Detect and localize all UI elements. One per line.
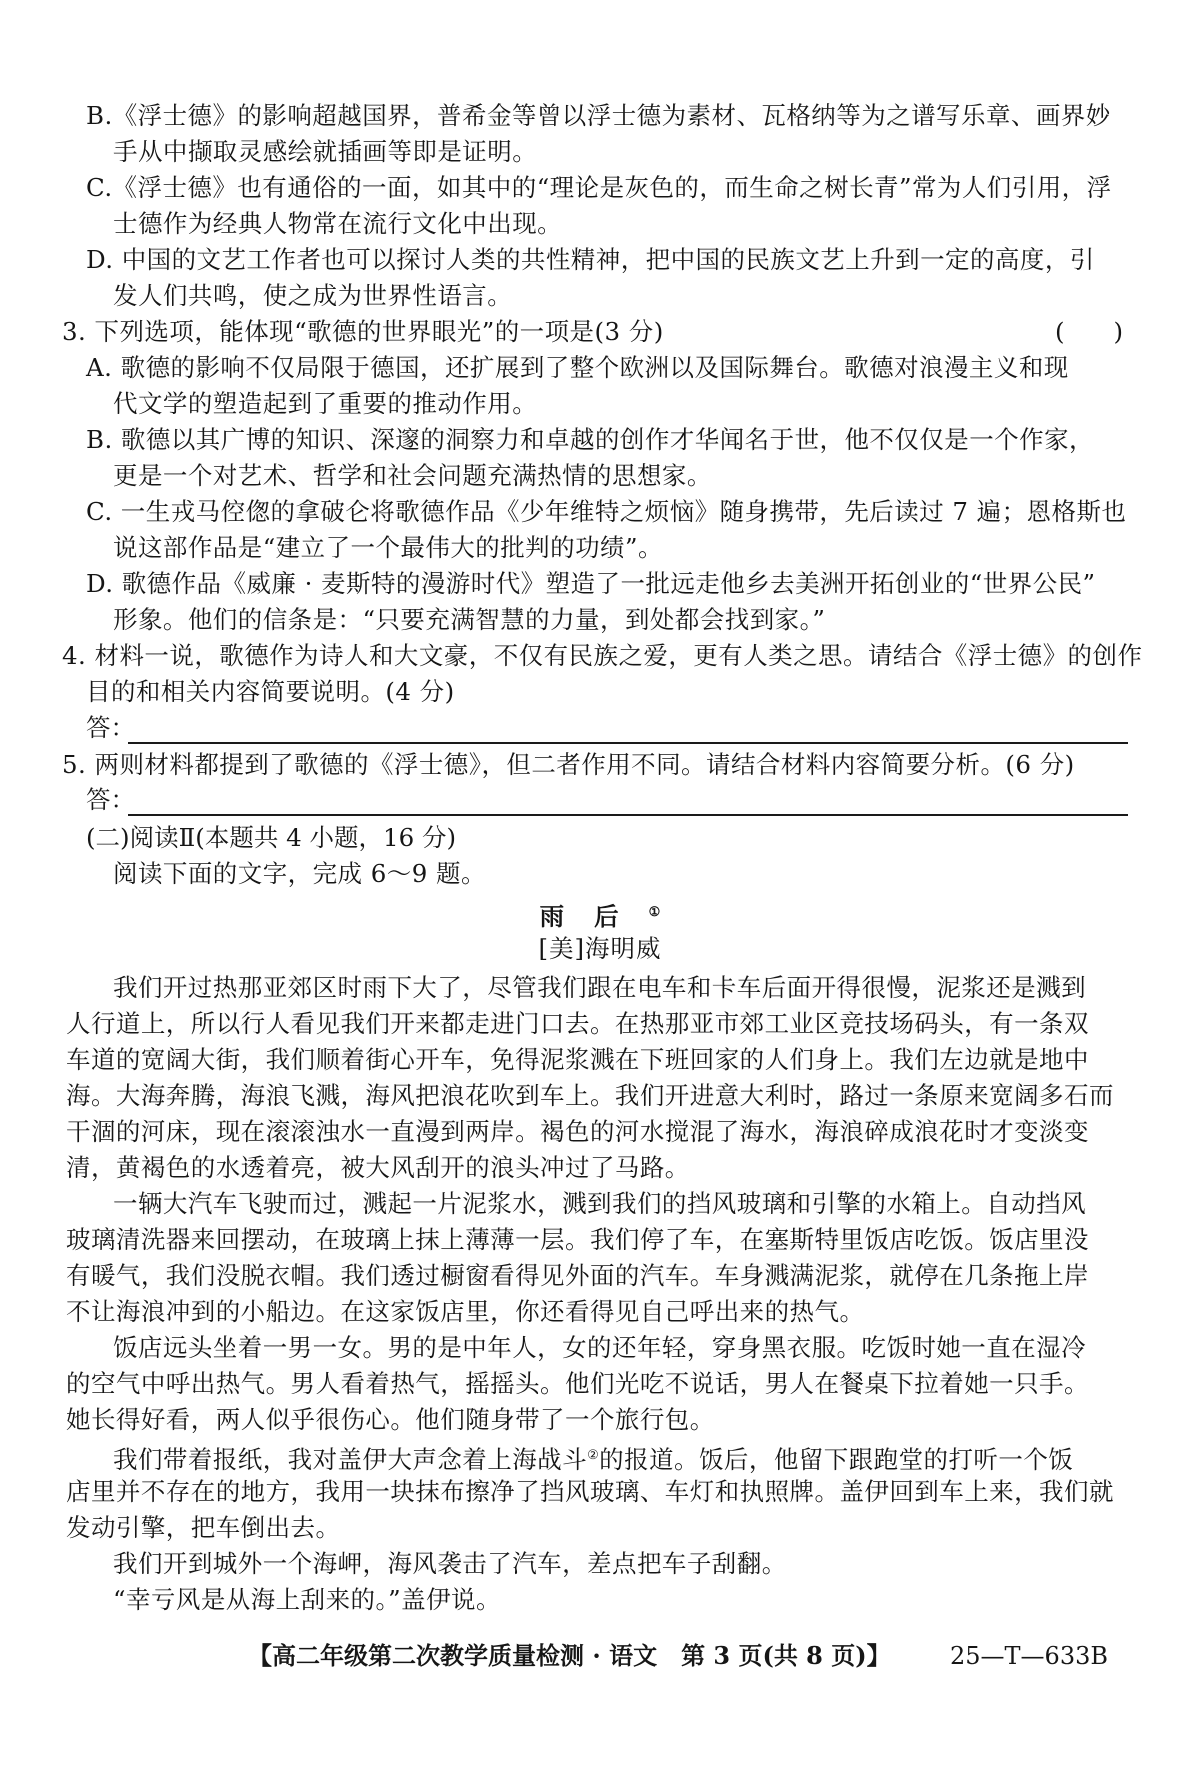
answer-line-q5[interactable] bbox=[128, 814, 1128, 816]
passage-title-text: 雨后 bbox=[539, 902, 649, 932]
option-b-line-2: 手从中撷取灵感绘就插画等即是证明。 bbox=[113, 137, 538, 166]
passage-line: 我们开到城外一个海岬，海风袭击了汽车，差点把车子刮翻。 bbox=[113, 1549, 787, 1578]
q3-option-a-line-1: A. 歌德的影响不仅局限于德国，还扩展到了整个欧洲以及国际舞台。歌德对浪漫主义和现 bbox=[86, 353, 1069, 382]
answer-label-q5: 答： bbox=[86, 785, 135, 814]
answer-label-q4: 答： bbox=[86, 713, 135, 742]
question-5: 5. 两则材料都提到了歌德的《浮士德》，但二者作用不同。请结合材料内容简要分析。(6 分) bbox=[62, 750, 1075, 779]
option-d-line-1: D. 中国的文艺工作者也可以探讨人类的共性精神，把中国的民族文艺上升到一定的高度，引 bbox=[86, 245, 1095, 274]
passage-line: 不让海浪冲到的小船边。在这家饭店里，你还看得见自己呼出来的热气。 bbox=[66, 1297, 865, 1326]
page-footer-code: 25—T—633B bbox=[950, 1642, 1108, 1670]
answer-bracket[interactable]: ( ) bbox=[1055, 317, 1124, 346]
section-2-instruction: 阅读下面的文字，完成 6～9 题。 bbox=[113, 859, 486, 888]
passage-title bbox=[0, 895, 1200, 935]
passage-line: 一辆大汽车飞驶而过，溅起一片泥浆水，溅到我们的挡风玻璃和引擎的水箱上。自动挡风 bbox=[113, 1189, 1087, 1218]
question-4-line-2: 目的和相关内容简要说明。(4 分) bbox=[86, 677, 455, 706]
section-2-heading: (二)阅读Ⅱ(本题共 4 小题，16 分) bbox=[86, 823, 457, 852]
passage-line-text: 的报道。饭后，他留下跟跑堂的打听一个饭 bbox=[599, 1445, 1074, 1475]
passage-author: [美]海明威 bbox=[538, 934, 662, 963]
option-c-line-1: C.《浮士德》也有通俗的一面，如其中的“理论是灰色的，而生命之树长青”常为人们引用，浮 bbox=[86, 173, 1112, 202]
passage-line: 干涸的河床，现在滚滚浊水一直漫到两岸。褐色的河水搅混了海水，海浪碎成浪花时才变淡变 bbox=[66, 1117, 1089, 1146]
passage-line: 有暖气，我们没脱衣帽。我们透过橱窗看得见外面的汽车。车身溅满泥浆，就停在几条拖上岸 bbox=[66, 1261, 1089, 1290]
passage-line: “幸亏风是从海上刮来的。”盖伊说。 bbox=[113, 1585, 501, 1614]
passage-line: 我们开过热那亚郊区时雨下大了，尽管我们跟在电车和卡车后面开得很慢，泥浆还是溅到 bbox=[113, 973, 1087, 1002]
q3-option-d-line-2: 形象。他们的信条是：“只要充满智慧的力量，到处都会找到家。” bbox=[113, 605, 826, 634]
passage-line: 车道的宽阔大街，我们顺着街心开车，免得泥浆溅在下班回家的人们身上。我们左边就是地中 bbox=[66, 1045, 1089, 1074]
passage-line: 玻璃清洗器来回摆动，在玻璃上抹上薄薄一层。我们停了车，在塞斯特里饭店吃饭。饭店里没 bbox=[66, 1225, 1089, 1254]
passage-line: 她长得好看，两人似乎很伤心。他们随身带了一个旅行包。 bbox=[66, 1405, 715, 1434]
passage-line bbox=[113, 1438, 1073, 1478]
q3-option-c-line-2: 说这部作品是“建立了一个最伟大的批判的功绩”。 bbox=[113, 533, 663, 562]
passage-line: 海。大海奔腾，海浪飞溅，海风把浪花吹到车上。我们开进意大利时，路过一条原来宽阔多石而 bbox=[66, 1081, 1114, 1110]
option-d-line-2: 发人们共鸣，使之成为世界性语言。 bbox=[113, 281, 513, 310]
answer-line-q4[interactable] bbox=[128, 742, 1128, 744]
passage-line: 店里并不存在的地方，我用一块抹布擦净了挡风玻璃、车灯和执照牌。盖伊回到车上来，我们就 bbox=[66, 1477, 1114, 1506]
question-3-stem: 3. 下列选项，能体现“歌德的世界眼光”的一项是(3 分) bbox=[62, 317, 664, 346]
passage-line-text: 我们带着报纸，我对盖伊大声念着上海战斗 bbox=[113, 1445, 588, 1475]
question-4-line-1: 4. 材料一说，歌德作为诗人和大文豪，不仅有民族之爱，更有人类之思。请结合《浮士德》的创作 bbox=[62, 641, 1143, 670]
passage-line: 发动引擎，把车倒出去。 bbox=[66, 1513, 341, 1542]
passage-line: 清，黄褐色的水透着亮，被大风刮开的浪头冲过了马路。 bbox=[66, 1153, 690, 1182]
title-footnote-marker: ① bbox=[648, 905, 661, 920]
q3-option-d-line-1: D. 歌德作品《威廉 · 麦斯特的漫游时代》塑造了一批远走他乡去美洲开拓创业的“世界公民” bbox=[86, 569, 1096, 598]
option-c-line-2: 士德作为经典人物常在流行文化中出现。 bbox=[113, 209, 563, 238]
q3-option-b-line-2: 更是一个对艺术、哲学和社会问题充满热情的思想家。 bbox=[113, 461, 712, 490]
q3-option-a-line-2: 代文学的塑造起到了重要的推动作用。 bbox=[113, 389, 538, 418]
passage-line: 的空气中呼出热气。男人看着热气，摇摇头。他们光吃不说话，男人在餐桌下拉着她一只手。 bbox=[66, 1369, 1089, 1398]
option-b-line-1: B.《浮士德》的影响超越国界，普希金等曾以浮士德为素材、瓦格纳等为之谱写乐章、画界妙 bbox=[86, 101, 1111, 130]
page-footer-label: 【高二年级第二次教学质量检测 · 语文 第 3 页(共 8 页)】 bbox=[248, 1641, 891, 1670]
q3-option-b-line-1: B. 歌德以其广博的知识、深邃的洞察力和卓越的创作才华闻名于世，他不仅仅是一个作家， bbox=[86, 425, 1094, 454]
q3-option-c-line-1: C. 一生戎马倥偬的拿破仑将歌德作品《少年维特之烦恼》随身携带，先后读过 7 遍；恩格斯也 bbox=[86, 497, 1127, 526]
passage-line: 饭店远头坐着一男一女。男的是中年人，女的还年轻，穿身黑衣服。吃饭时她一直在湿冷 bbox=[113, 1333, 1087, 1362]
passage-line: 人行道上，所以行人看见我们开来都走进门口去。在热那亚市郊工业区竞技场码头，有一条双 bbox=[66, 1009, 1089, 1038]
footnote-marker-2: ② bbox=[587, 1448, 600, 1463]
